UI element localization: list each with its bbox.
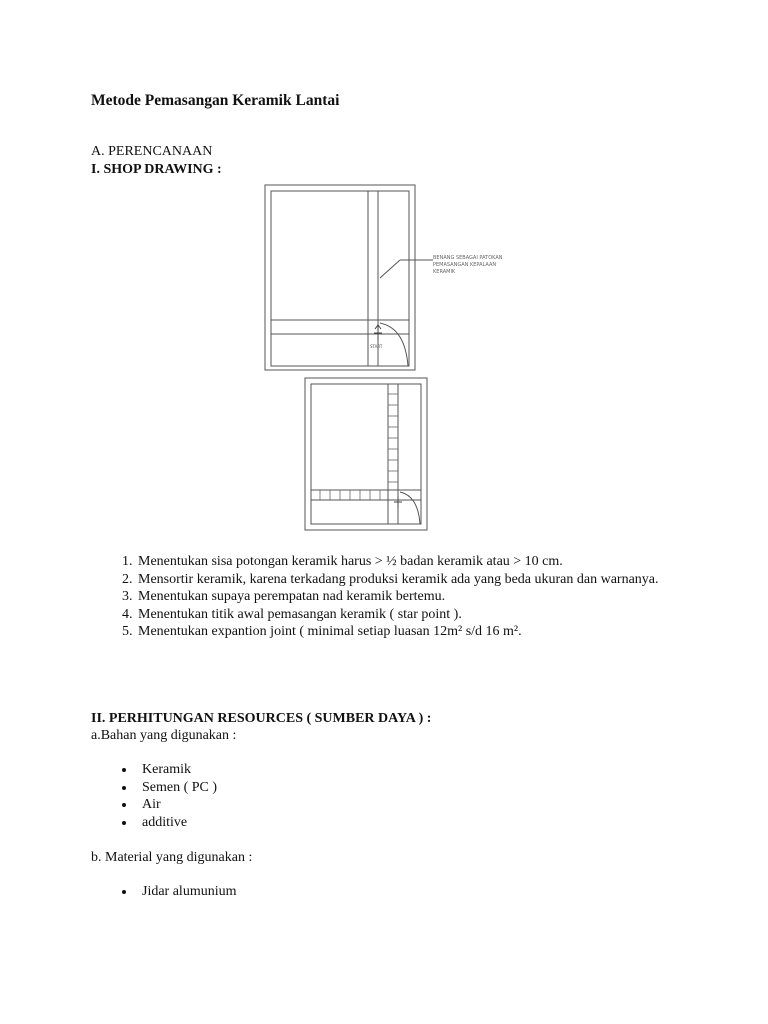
annotation-line-3: KERAMIK [433,269,456,275]
annotation-line-1: BENANG SEBAGAI PATOKAN [433,255,503,261]
material-label: b. Material yang digunakan : [91,850,253,865]
list-item: 3. Menentukan supaya perempatan nad keramik bertemu. [136,588,736,606]
shop-drawing-plan-1 [240,178,540,378]
planning-steps-list [108,553,736,641]
document-title: Metode Pemasangan Keramik Lantai [91,92,340,109]
list-item: • additive [136,814,217,832]
list-item: • Jidar alumunium [136,883,237,901]
material-list [108,883,237,901]
list-item: 1. Menentukan sisa potongan keramik harus > ½ badan keramik atau > 10 cm. [136,553,736,571]
bahan-label: a.Bahan yang digunakan : [91,728,237,743]
shop-drawing-heading: I. SHOP DRAWING : [91,162,222,177]
shop-drawing-plan-2 [285,372,465,534]
annotation-line-2: PEMASANGAN KEPALAAN [433,262,497,268]
bahan-list [108,761,217,831]
list-item: 4. Menentukan titik awal pemasangan keramik ( star point ). [136,606,736,624]
start-label: START [370,344,383,349]
list-item: 5. Menentukan expantion joint ( minimal setiap luasan 12m² s/d 16 m². [136,623,736,641]
section-ii-heading: II. PERHITUNGAN RESOURCES ( SUMBER DAYA ) : [91,711,432,726]
list-item: • Keramik [136,761,217,779]
list-item: • Air [136,796,217,814]
section-a-heading: A. PERENCANAAN [91,144,213,159]
list-item: • Semen ( PC ) [136,779,217,797]
list-item: 2. Mensortir keramik, karena terkadang produksi keramik ada yang beda ukuran dan warnanya. [136,571,736,589]
